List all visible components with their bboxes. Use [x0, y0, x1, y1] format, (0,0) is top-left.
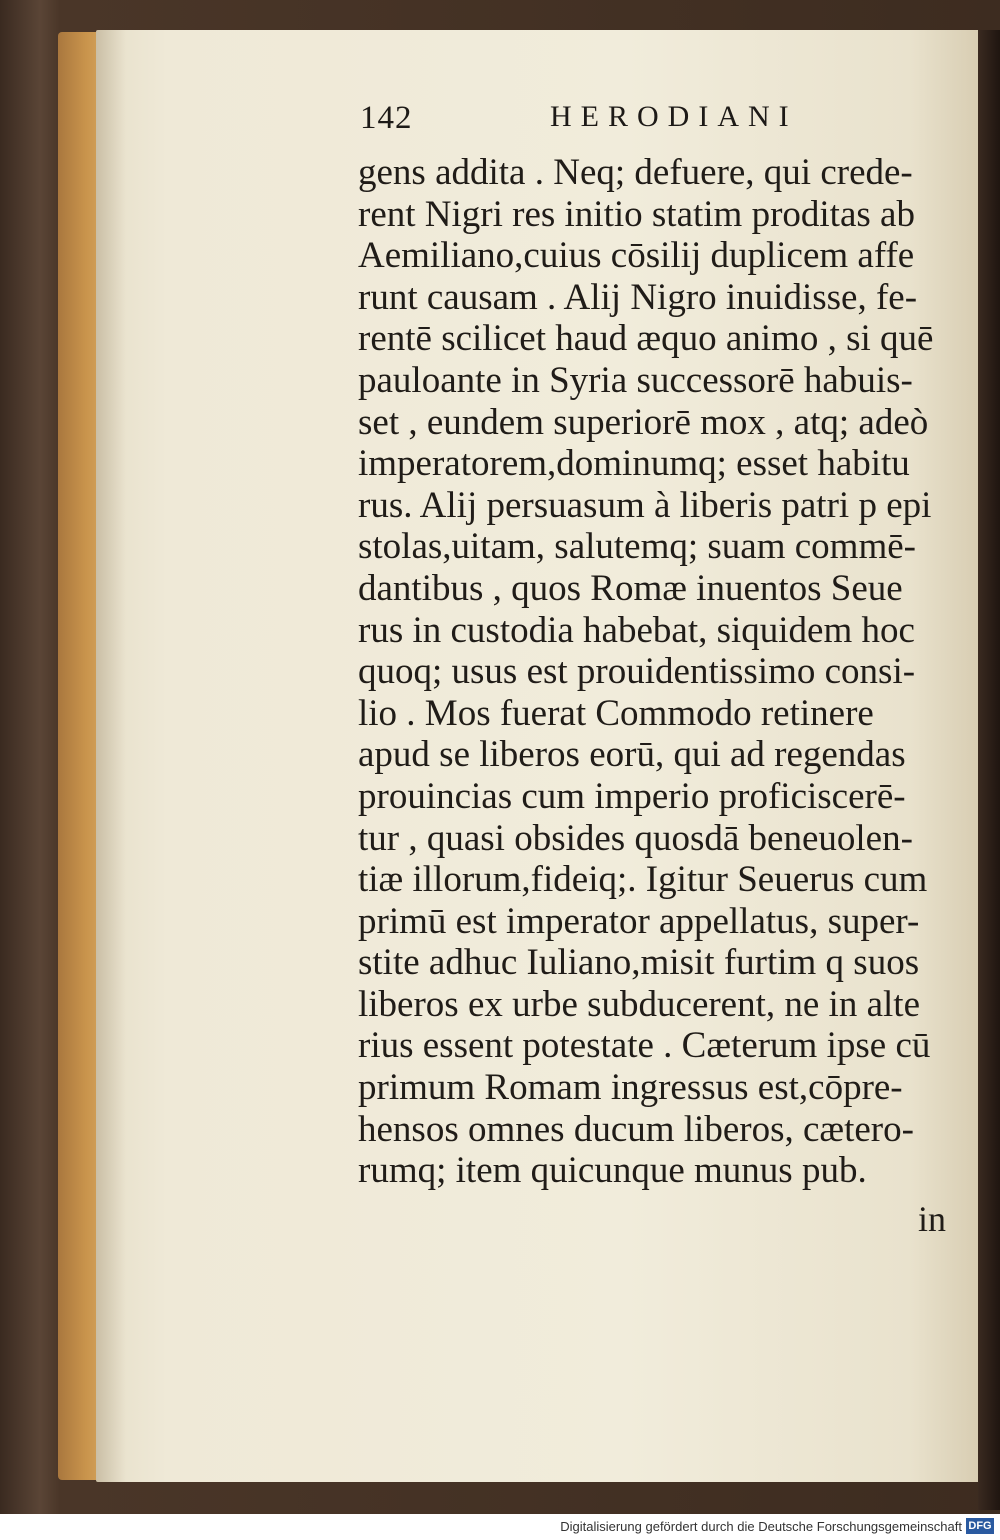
text-line: tiæ illorum,fideiq;. Igitur Seuerus cum [358, 859, 928, 901]
text-line: prouincias cum imperio proficiscerē- [358, 775, 906, 817]
body-text [358, 152, 968, 1192]
text-line: set , eundem superiorē mox , atq; adeò [358, 401, 929, 443]
text-line: quoq; usus est prouidentissimo consi- [358, 651, 916, 693]
text-line: rus. Alij persuasum à liberis patri p epi [358, 484, 932, 526]
page-number: 142 [360, 100, 413, 136]
dfg-logo[interactable]: DFG [966, 1518, 994, 1534]
text-line: rumq; item quicunque munus pub. [358, 1150, 867, 1192]
footer-bar [0, 1514, 1000, 1540]
text-line: primum Romam ingressus est,cōpre- [358, 1067, 903, 1109]
text-line: apud se liberos eorū, qui ad regendas [358, 734, 906, 776]
text-line: lio . Mos fuerat Commodo retinere [358, 692, 874, 734]
running-title: HERODIANI [550, 100, 798, 133]
text-line: primū est imperator appellatus, super- [358, 900, 920, 942]
catchword: in [918, 1199, 947, 1239]
text-line: Aemiliano,cuius cōsilij duplicem affe [358, 235, 915, 277]
text-line: dantibus , quos Romæ inuentos Seue [358, 567, 903, 609]
text-line: liberos ex urbe subducerent, ne in alte [358, 983, 920, 1025]
text-line: pauloante in Syria successorē habuis- [358, 359, 913, 401]
text-line: runt causam . Alij Nigro inuidisse, fe- [358, 276, 918, 318]
text-line: rent Nigri res initio statim proditas ab [358, 193, 915, 235]
text-line: rus in custodia habebat, siquidem hoc [358, 609, 915, 651]
text-line: stolas,uitam, salutemq; suam commē- [358, 526, 916, 568]
page-header [360, 100, 960, 140]
text-line: gens addita . Neq; defuere, qui crede- [358, 152, 913, 193]
gutter-shadow [96, 30, 126, 1482]
text-line: rentē scilicet haud æquo animo , si quē [358, 318, 934, 360]
text-line: tur , quasi obsides quosdā beneuolen- [358, 817, 913, 859]
text-line: hensos omnes ducum liberos, cætero- [358, 1108, 914, 1150]
text-line: rius essent potestate . Cæterum ipse cū [358, 1025, 931, 1067]
text-line: imperatorem,dominumq; esset habitu [358, 443, 910, 485]
footer-credit: Digitalisierung gefördert durch die Deutsche Forschungsgemeinschaft [560, 1519, 962, 1534]
text-line: stite adhuc Iuliano,misit furtim q suos [358, 942, 920, 984]
right-margin-shadow [978, 30, 1000, 1510]
